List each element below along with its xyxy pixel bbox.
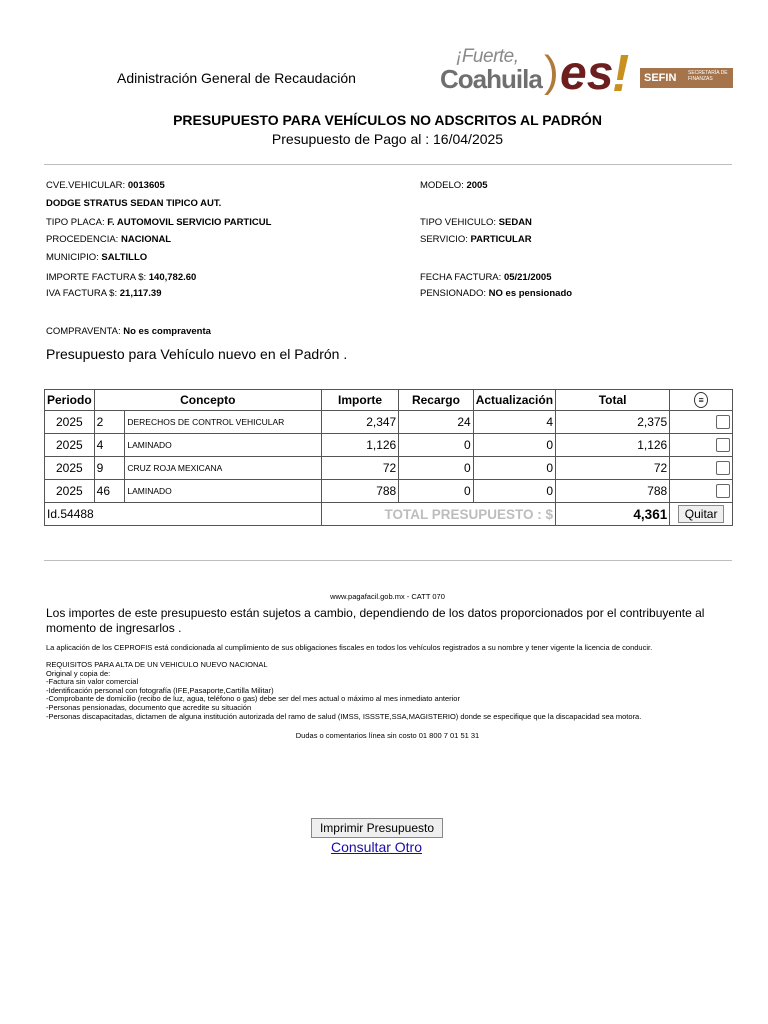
cell-select xyxy=(670,411,733,434)
total-value: 4,361 xyxy=(556,503,670,526)
cell-periodo: 2025 xyxy=(45,434,95,457)
divider-top xyxy=(44,164,732,165)
cell-importe: 2,347 xyxy=(321,411,398,434)
cell-num: 46 xyxy=(94,480,125,503)
field-tipo-placa: TIPO PLACA: F. AUTOMOVIL SERVICIO PARTICUL xyxy=(46,217,272,228)
cell-total: 72 xyxy=(556,457,670,480)
cell-recargo: 0 xyxy=(399,434,473,457)
cell-periodo: 2025 xyxy=(45,457,95,480)
page-title: PRESUPUESTO PARA VEHÍCULOS NO ADSCRITOS AL PADRÓN xyxy=(173,112,602,128)
quitar-button[interactable]: Quitar xyxy=(678,505,725,523)
cell-actualizacion: 4 xyxy=(473,411,555,434)
print-button[interactable]: Imprimir Presupuesto xyxy=(311,818,443,838)
total-label: TOTAL PRESUPUESTO : $ xyxy=(321,503,555,526)
cell-recargo: 0 xyxy=(399,457,473,480)
cell-actualizacion: 0 xyxy=(473,457,555,480)
row-checkbox[interactable] xyxy=(716,484,730,498)
field-pensionado: PENSIONADO: NO es pensionado xyxy=(420,288,573,299)
cell-recargo: 24 xyxy=(399,411,473,434)
field-municipio: MUNICIPIO: SALTILLO xyxy=(46,252,148,263)
cell-num: 2 xyxy=(94,411,125,434)
cell-total: 2,375 xyxy=(556,411,670,434)
cell-actualizacion: 0 xyxy=(473,480,555,503)
cell-importe: 1,126 xyxy=(321,434,398,457)
cell-periodo: 2025 xyxy=(45,480,95,503)
cell-concepto: LAMINADO xyxy=(125,480,322,503)
cell-num: 4 xyxy=(94,434,125,457)
logo-sefin: SEFIN SECRETARÍA DE FINANZAS xyxy=(640,68,733,88)
table-row xyxy=(45,411,733,434)
budget-id: Id.54488 xyxy=(45,503,322,526)
requisito-line: -Comprobante de domicilio (recibo de luz, agua, teléfono o gas) debe ser del mes actual o máximo al mes inmediato anterior xyxy=(46,694,460,704)
field-procedencia: PROCEDENCIA: NACIONAL xyxy=(46,234,172,245)
table-row xyxy=(45,457,733,480)
cell-select xyxy=(670,457,733,480)
header-importe: Importe xyxy=(321,390,398,411)
nuevo-padron-text: Presupuesto para Vehículo nuevo en el Padrón . xyxy=(46,346,348,362)
logo-es: es xyxy=(560,47,614,100)
consultar-otro-link[interactable]: Consultar Otro xyxy=(330,839,423,855)
requisito-line: -Factura sin valor comercial xyxy=(46,677,139,687)
field-tipo-vehiculo: TIPO VEHICULO: SEDAN xyxy=(420,217,532,228)
requisito-line: -Identificación personal con fotografía (IFE,Pasaporte,Cartilla Militar) xyxy=(46,685,274,695)
cell-concepto: CRUZ ROJA MEXICANA xyxy=(125,457,322,480)
ceprofis-text: La aplicación de los CEPROFIS está condicionada al cumplimiento de sus obligaciones fiscales en todos los vehículos registrados a su nombre y tener vigente la licencia de conducir. xyxy=(46,643,653,652)
requisito-line: Original y copia de: xyxy=(46,668,111,678)
disclaimer-text: Los importes de este presupuesto están sujetos a cambio, dependiendo de los datos proporcionados por el contribuyente al momento de ingresarlos . xyxy=(46,606,705,635)
header-concepto: Concepto xyxy=(94,390,321,411)
requisito-line: REQUISITOS PARA ALTA DE UN VEHICULO NUEVO NACIONAL xyxy=(46,660,268,669)
field-importe-factura: IMPORTE FACTURA $: 140,782.60 xyxy=(46,272,197,283)
logo-paren: ) xyxy=(544,47,559,96)
requisito-line: -Personas pensionadas, documento que acredite su situación xyxy=(46,702,252,712)
cell-total: 1,126 xyxy=(556,434,670,457)
header-actualizacion: Actualización xyxy=(473,390,555,411)
logo-fuerte: ¡Fuerte, xyxy=(456,46,519,67)
field-cve: CVE.VEHICULAR: 0013605 xyxy=(46,180,165,191)
table-row xyxy=(45,480,733,503)
budget-table xyxy=(44,389,733,526)
dudas-text: Dudas o comentarios línea sin costo 01 800 7 01 51 31 xyxy=(295,731,480,740)
logo-coahuila: Coahuila xyxy=(440,64,542,94)
row-checkbox[interactable] xyxy=(716,438,730,452)
cell-actualizacion: 0 xyxy=(473,434,555,457)
field-fecha-factura: FECHA FACTURA: 05/21/2005 xyxy=(420,272,552,283)
field-iva-factura: IVA FACTURA $: 21,117.39 xyxy=(46,288,162,299)
table-row xyxy=(45,434,733,457)
cell-quitar xyxy=(670,503,733,526)
page-subtitle: Presupuesto de Pago al : 16/04/2025 xyxy=(271,131,504,147)
trash-icon[interactable]: ≡ xyxy=(694,392,708,408)
field-servicio: SERVICIO: PARTICULAR xyxy=(420,234,532,245)
field-description: DODGE STRATUS SEDAN TIPICO AUT. xyxy=(46,198,222,209)
cell-importe: 72 xyxy=(321,457,398,480)
cell-periodo: 2025 xyxy=(45,411,95,434)
cell-select xyxy=(670,480,733,503)
table-total-row xyxy=(45,503,733,526)
header-trash[interactable] xyxy=(670,390,733,411)
cell-importe: 788 xyxy=(321,480,398,503)
field-compraventa: COMPRAVENTA: No es compraventa xyxy=(46,326,211,337)
requisito-line: -Personas discapacitadas, dictamen de alguna institución autorizada del ramo de salud (IMSS, ISSSTE,SSA,MAGISTERIO) donde se especifique que la discapacidad sea motora. xyxy=(46,711,642,721)
cell-concepto: LAMINADO xyxy=(125,434,322,457)
header-recargo: Recargo xyxy=(399,390,473,411)
header-total: Total xyxy=(556,390,670,411)
cell-recargo: 0 xyxy=(399,480,473,503)
cell-concepto: DERECHOS DE CONTROL VEHICULAR xyxy=(125,411,322,434)
divider-bottom xyxy=(44,560,732,561)
header-periodo: Periodo xyxy=(45,390,95,411)
requisitos-list xyxy=(46,661,641,721)
table-header-row xyxy=(45,390,733,411)
agency-name: Adinistración General de Recaudación xyxy=(117,70,356,86)
cell-num: 9 xyxy=(94,457,125,480)
footer-url: www.pagafacil.gob.mx - CATT 070 xyxy=(330,592,445,601)
row-checkbox[interactable] xyxy=(716,415,730,429)
row-checkbox[interactable] xyxy=(716,461,730,475)
field-modelo: MODELO: 2005 xyxy=(420,180,488,191)
logo-bang: ! xyxy=(612,45,630,103)
cell-select xyxy=(670,434,733,457)
cell-total: 788 xyxy=(556,480,670,503)
coahuila-sefin-logo xyxy=(436,44,736,110)
